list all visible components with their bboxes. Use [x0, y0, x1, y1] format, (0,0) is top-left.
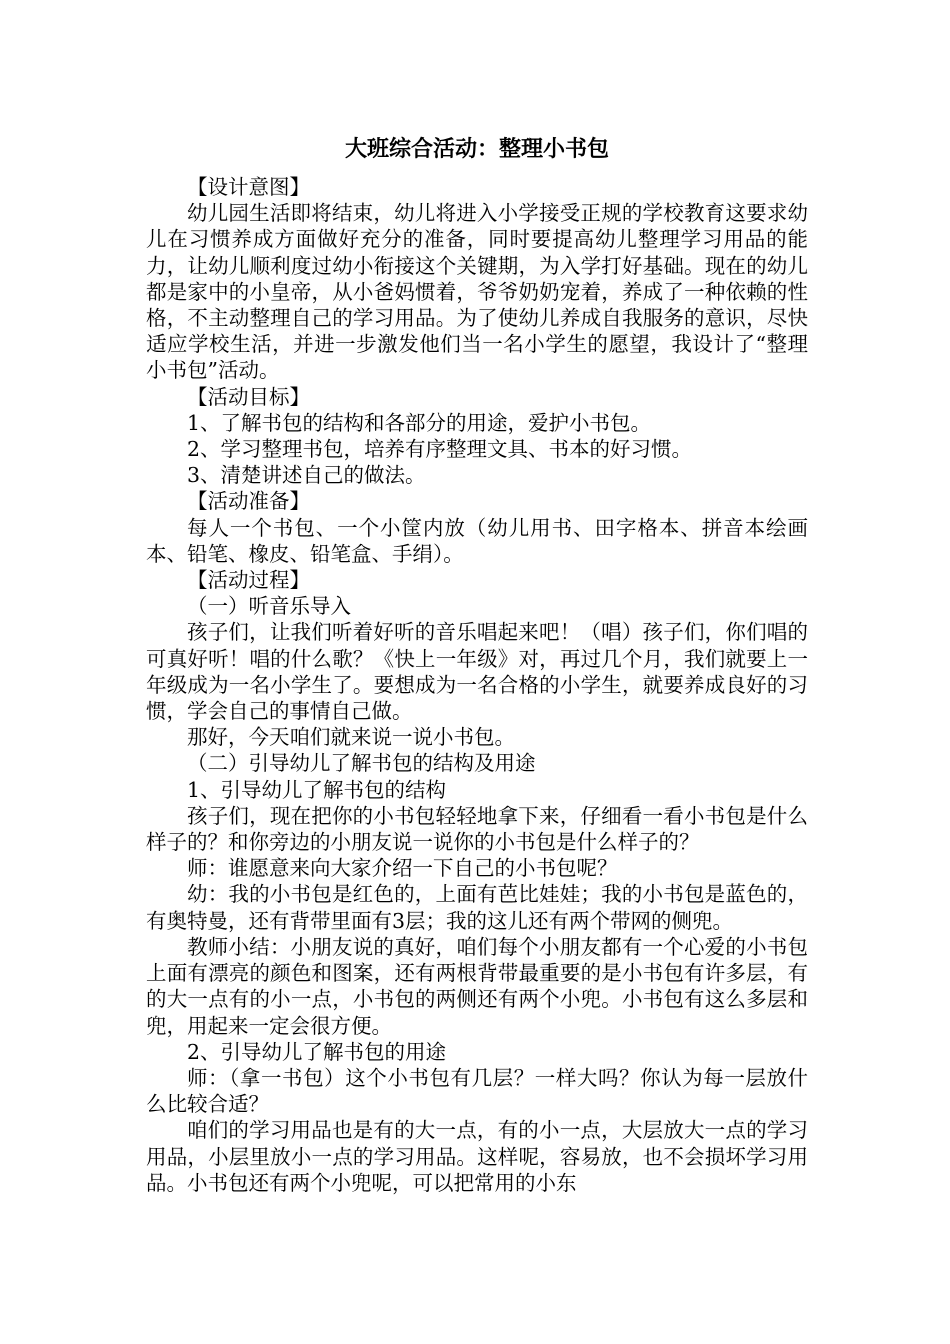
paragraph: 孩子们，让我们听着好听的音乐唱起来吧！（唱）孩子们，你们唱的可真好听！唱的什么歌？《快上一年级》对，再过几个月，我们就要上一年级成为一名小学生了。要想成为一名合格的小学生，就要养成良好的习惯，学会自己的事情自己做。 [146, 620, 808, 724]
document-body [146, 174, 808, 1196]
section-heading: 【活动目标】 [187, 384, 310, 409]
section-heading: 【活动过程】 [187, 568, 310, 593]
document-title: 大班综合活动：整理小书包 [344, 136, 609, 162]
subsection-heading: （一）听音乐导入 [187, 594, 351, 619]
paragraph: 1、了解书包的结构和各部分的用途，爱护小书包。 [187, 410, 652, 435]
paragraph: 师：（拿一书包）这个小书包有几层？一样大吗？你认为每一层放什么比较合适？ [146, 1065, 808, 1117]
subsection-heading: 1、引导幼儿了解书包的结构 [187, 777, 447, 802]
paragraph: 幼儿园生活即将结束，幼儿将进入小学接受正规的学校教育这要求幼儿在习惯养成方面做好充分的准备，同时要提高幼儿整理学习用品的能力，让幼儿顺利度过幼小衔接这个关键期，为入学打好基础。现在的幼儿都是家中的小皇帝，从小爸妈惯着，爷爷奶奶宠着，养成了一种依赖的性格，不主动整理自己的学习用品。为了使幼儿养成自我服务的意识，尽快适应学校生活，并进一步激发他们当一名小学生的愿望，我设计了“整理小书包”活动。 [146, 201, 808, 383]
paragraph: 师：谁愿意来向大家介绍一下自己的小书包呢？ [187, 856, 618, 881]
paragraph: 咱们的学习用品也是有的大一点，有的小一点，大层放大一点的学习用品，小层里放小一点的学习用品。这样呢，容易放，也不会损坏学习用品。小书包还有两个小兜呢，可以把常用的小东 [146, 1118, 808, 1195]
paragraph: 教师小结：小朋友说的真好，咱们每个小朋友都有一个心爱的小书包上面有漂亮的颜色和图案，还有两根背带最重要的是小书包有许多层，有的大一点有的小一点，小书包的两侧还有两个小兜。小书包有这么多层和兜，用起来一定会很方便。 [146, 934, 808, 1038]
paragraph: 幼：我的小书包是红色的，上面有芭比娃娃；我的小书包是蓝色的，有奥特曼，还有背带里面有3层；我的这儿还有两个带网的侧兜。 [146, 882, 808, 933]
document-page [146, 134, 808, 1196]
paragraph: 那好，今天咱们就来说一说小书包。 [187, 725, 515, 750]
section-heading: 【活动准备】 [187, 489, 310, 514]
paragraph: 2、学习整理书包，培养有序整理文具、书本的好习惯。 [187, 437, 693, 462]
section-heading: 【设计意图】 [187, 175, 310, 199]
paragraph: 孩子们，现在把你的小书包轻轻地拿下来，仔细看一看小书包是什么样子的？和你旁边的小朋友说一说你的小书包是什么样子的？ [146, 803, 808, 855]
subsection-heading: （二）引导幼儿了解书包的结构及用途 [187, 751, 536, 776]
subsection-heading: 2、引导幼儿了解书包的用途 [187, 1039, 447, 1064]
paragraph: 3、清楚讲述自己的做法。 [187, 463, 426, 488]
paragraph: 每人一个书包、一个小筐内放（幼儿用书、田字格本、拼音本绘画本、铅笔、橡皮、铅笔盒、手绢）。 [146, 515, 808, 566]
